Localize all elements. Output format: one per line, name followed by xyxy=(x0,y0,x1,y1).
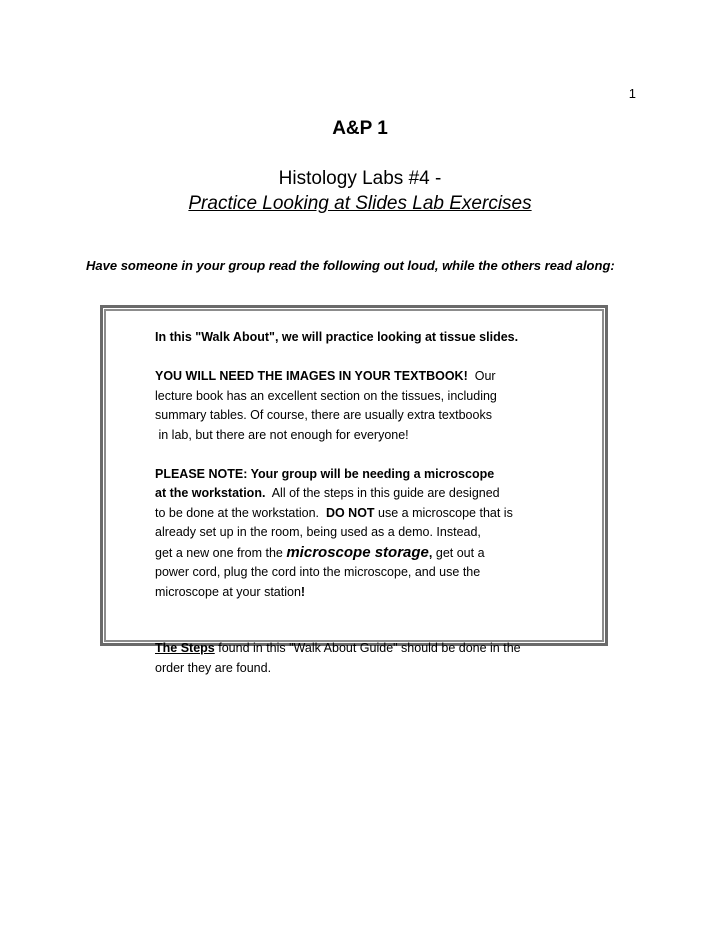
info-box-content xyxy=(155,328,595,678)
steps-label: The Steps xyxy=(155,641,215,655)
reading-instruction: Have someone in your group read the following out loud, while the others read along: xyxy=(86,258,615,273)
walk-about-info-box xyxy=(100,305,608,675)
note-line-1 xyxy=(155,465,595,485)
note-line-3-start: to be done at the workstation. xyxy=(155,505,319,520)
note-line-2-rest: All of the steps in this guide are designed xyxy=(271,486,500,500)
intro-text: In this "Walk About", we will practice looking at tissue slides. xyxy=(155,330,519,344)
note-line-7 xyxy=(155,583,595,603)
note-heading: PLEASE NOTE: Your group will be needing a microscope xyxy=(155,466,495,481)
steps-line-1-rest: found in this "Walk About Guide" should be done in the xyxy=(218,641,521,655)
intro-line xyxy=(155,328,595,348)
course-title: A&P 1 xyxy=(332,118,388,139)
textbook-line-4-text: in lab, but there are not enough for everyone! xyxy=(158,427,409,442)
textbook-heading: YOU WILL NEED THE IMAGES IN YOUR TEXTBOOK! xyxy=(155,369,468,383)
lab-title: Histology Labs #4 - xyxy=(278,168,442,189)
note-line-3 xyxy=(155,504,595,524)
note-line-6: power cord, plug the cord into the microscope, and use the xyxy=(155,565,481,579)
note-line-5-comma: , xyxy=(428,545,433,560)
do-not-emphasis: DO NOT xyxy=(325,505,375,520)
steps-line-2: order they are found. xyxy=(155,660,272,675)
lab-subtitle-text: Practice Looking at Slides Lab Exercises xyxy=(188,193,532,214)
textbook-line-1-rest: Our xyxy=(474,369,496,383)
page-number: 1 xyxy=(628,86,636,101)
note-line-2 xyxy=(155,484,595,504)
note-line-2-bold: at the workstation. xyxy=(155,486,266,500)
note-line-5-start: get a new one from the xyxy=(155,545,283,560)
steps-line-1 xyxy=(155,639,595,659)
note-line-4: already set up in the room, being used as a demo. Instead, xyxy=(155,525,481,539)
textbook-line-3: summary tables. Of course, there are usually extra textbooks xyxy=(155,408,492,422)
note-line-3-rest: use a microscope that is xyxy=(378,505,513,520)
textbook-line-4 xyxy=(155,426,595,446)
textbook-line-1 xyxy=(155,367,595,387)
note-line-5-rest: get out a xyxy=(435,545,485,560)
note-line-7-excl: ! xyxy=(300,584,306,599)
note-line-5 xyxy=(155,543,595,564)
note-line-7-start: microscope at your station xyxy=(155,584,301,599)
microscope-storage-emphasis: microscope storage xyxy=(286,543,429,561)
lab-subtitle xyxy=(0,193,720,215)
textbook-line-2: lecture book has an excellent section on the tissues, including xyxy=(155,388,497,403)
